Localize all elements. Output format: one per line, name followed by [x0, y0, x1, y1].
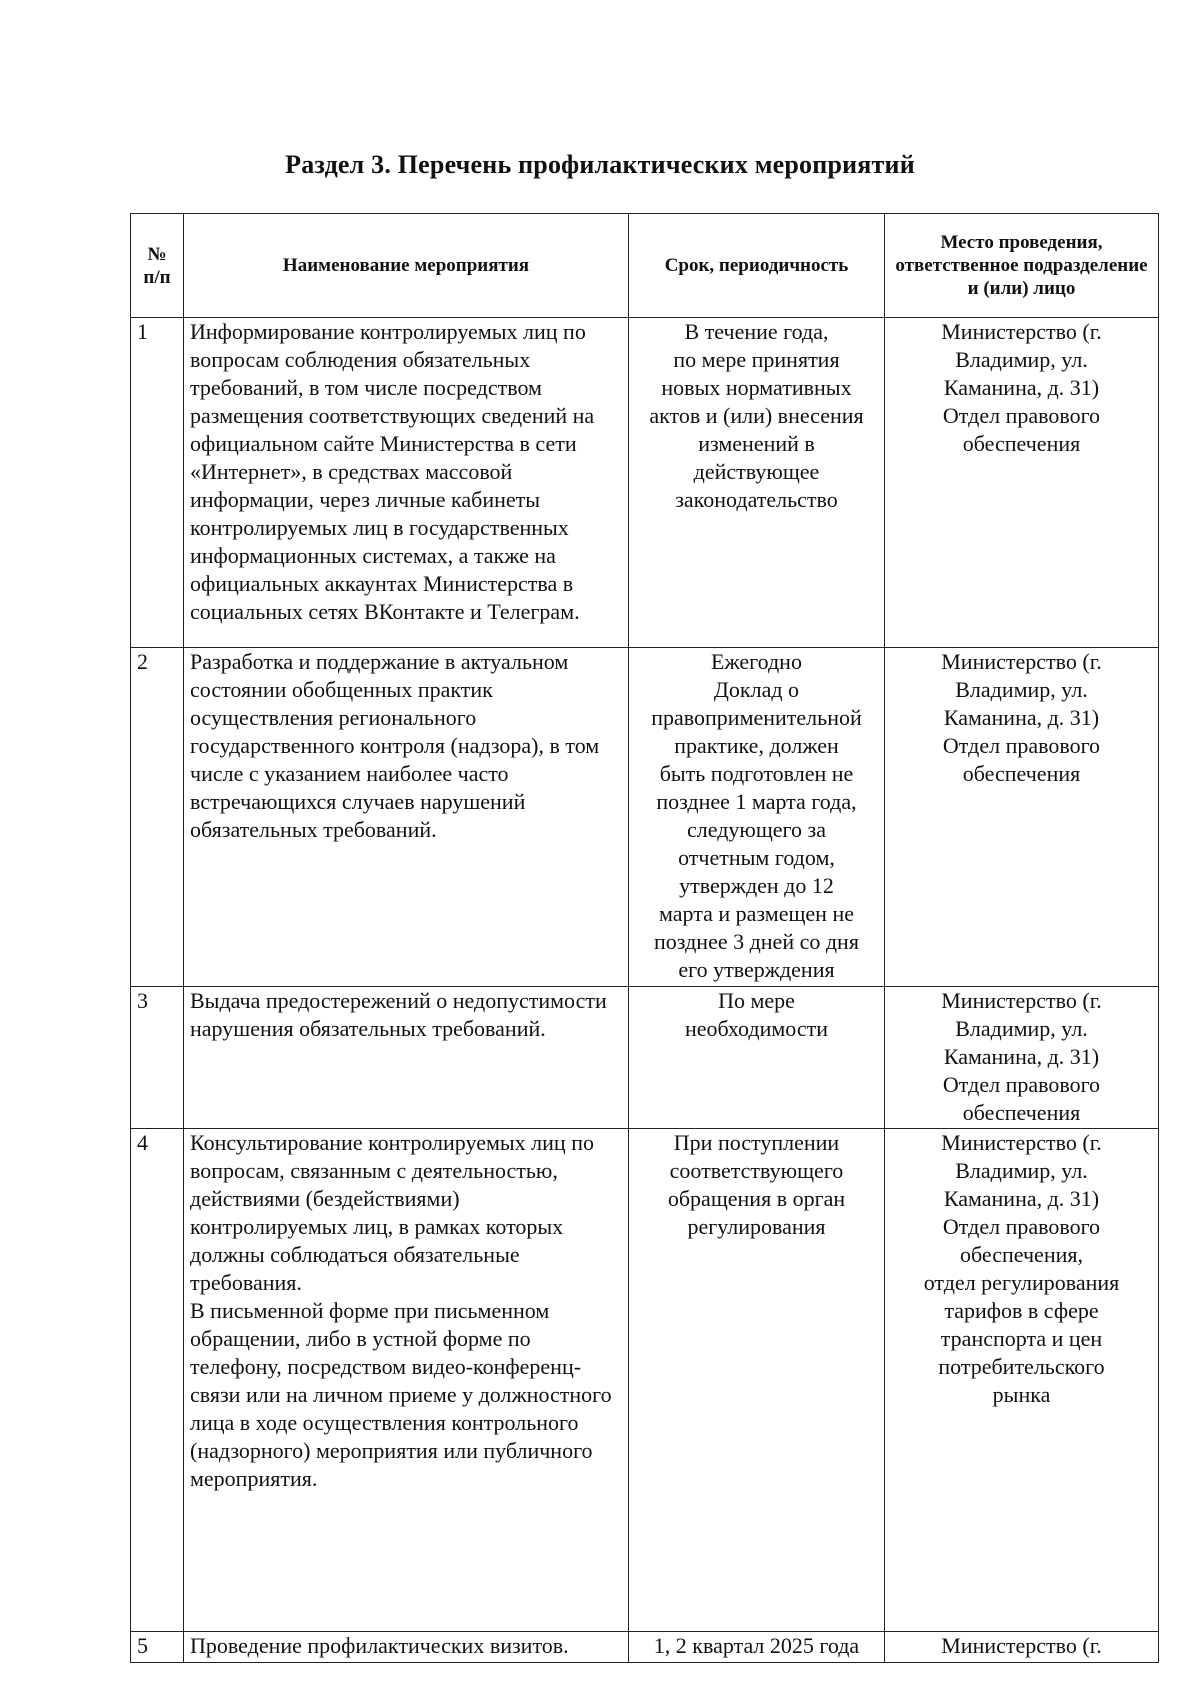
row-number: 1 — [131, 318, 184, 648]
header-name: Наименование мероприятия — [184, 214, 629, 318]
events-table — [130, 213, 1159, 1663]
event-place: Министерство (г. — [885, 1632, 1159, 1663]
event-name: Выдача предостережений о недопустимости нарушения обязательных требований. — [184, 987, 629, 1129]
event-term: 1, 2 квартал 2025 года — [629, 1632, 885, 1663]
row-number: 5 — [131, 1632, 184, 1663]
event-name: Проведение профилактических визитов. — [184, 1632, 629, 1663]
event-term: В течение года, по мере принятия новых нормативных актов и (или) внесения изменений в действующее законодательство — [629, 318, 885, 648]
event-place: Министерство (г. Владимир, ул. Каманина, д. 31) Отдел правового обеспечения — [885, 318, 1159, 648]
event-place: Министерство (г. Владимир, ул. Каманина, д. 31) Отдел правового обеспечения — [885, 987, 1159, 1129]
event-term: При поступлении соответствующего обращения в орган регулирования — [629, 1129, 885, 1632]
table-row — [131, 987, 1159, 1129]
event-term: По мере необходимости — [629, 987, 885, 1129]
header-term: Срок, периодичность — [629, 214, 885, 318]
event-place: Министерство (г. Владимир, ул. Каманина, д. 31) Отдел правового обеспечения — [885, 648, 1159, 987]
row-number: 4 — [131, 1129, 184, 1632]
table-row — [131, 1632, 1159, 1663]
event-place: Министерство (г. Владимир, ул. Каманина, д. 31) Отдел правового обеспечения, отдел регулирования тарифов в сфере транспорта и цен потребительского рынка — [885, 1129, 1159, 1632]
table-header-row — [131, 214, 1159, 318]
row-number: 3 — [131, 987, 184, 1129]
page-title: Раздел 3. Перечень профилактических мероприятий — [285, 150, 915, 179]
event-name: Разработка и поддержание в актуальном состоянии обобщенных практик осуществления регионального государственного контроля (надзора), в том числе с указанием наиболее часто встречающихся случаев нарушений обязательных требований. — [184, 648, 629, 987]
event-name: Информирование контролируемых лиц по вопросам соблюдения обязательных требований, в том числе посредством размещения соответствующих сведений на официальном сайте Министерства в сети «Интернет», в средствах массовой информации, через личные кабинеты контролируемых лиц в государственных информационных системах, а также на официальных аккаунтах Министерства в социальных сетях ВКонтакте и Телеграм. — [184, 318, 629, 648]
table-row — [131, 1129, 1159, 1632]
header-place: Место проведения, ответственное подразделение и (или) лицо — [885, 214, 1159, 318]
row-number: 2 — [131, 648, 184, 987]
header-num: № п/п — [131, 214, 184, 318]
table-row — [131, 318, 1159, 648]
table-row — [131, 648, 1159, 987]
event-name: Консультирование контролируемых лиц по вопросам, связанным с деятельностью, действиями (бездействиями) контролируемых лиц, в рамках которых должны соблюдаться обязательные требования. В письменной форме при письменном обращении, либо в устной форме по телефону, посредством видео-конференц-связи или на личном приеме у должностного лица в ходе осуществления контрольного (надзорного) мероприятия или публичного мероприятия. — [184, 1129, 629, 1632]
event-term: Ежегодно Доклад о правоприменительной практике, должен быть подготовлен не позднее 1 марта года, следующего за отчетным годом, утвержден до 12 марта и размещен не позднее 3 дней со дня его утверждения — [629, 648, 885, 987]
